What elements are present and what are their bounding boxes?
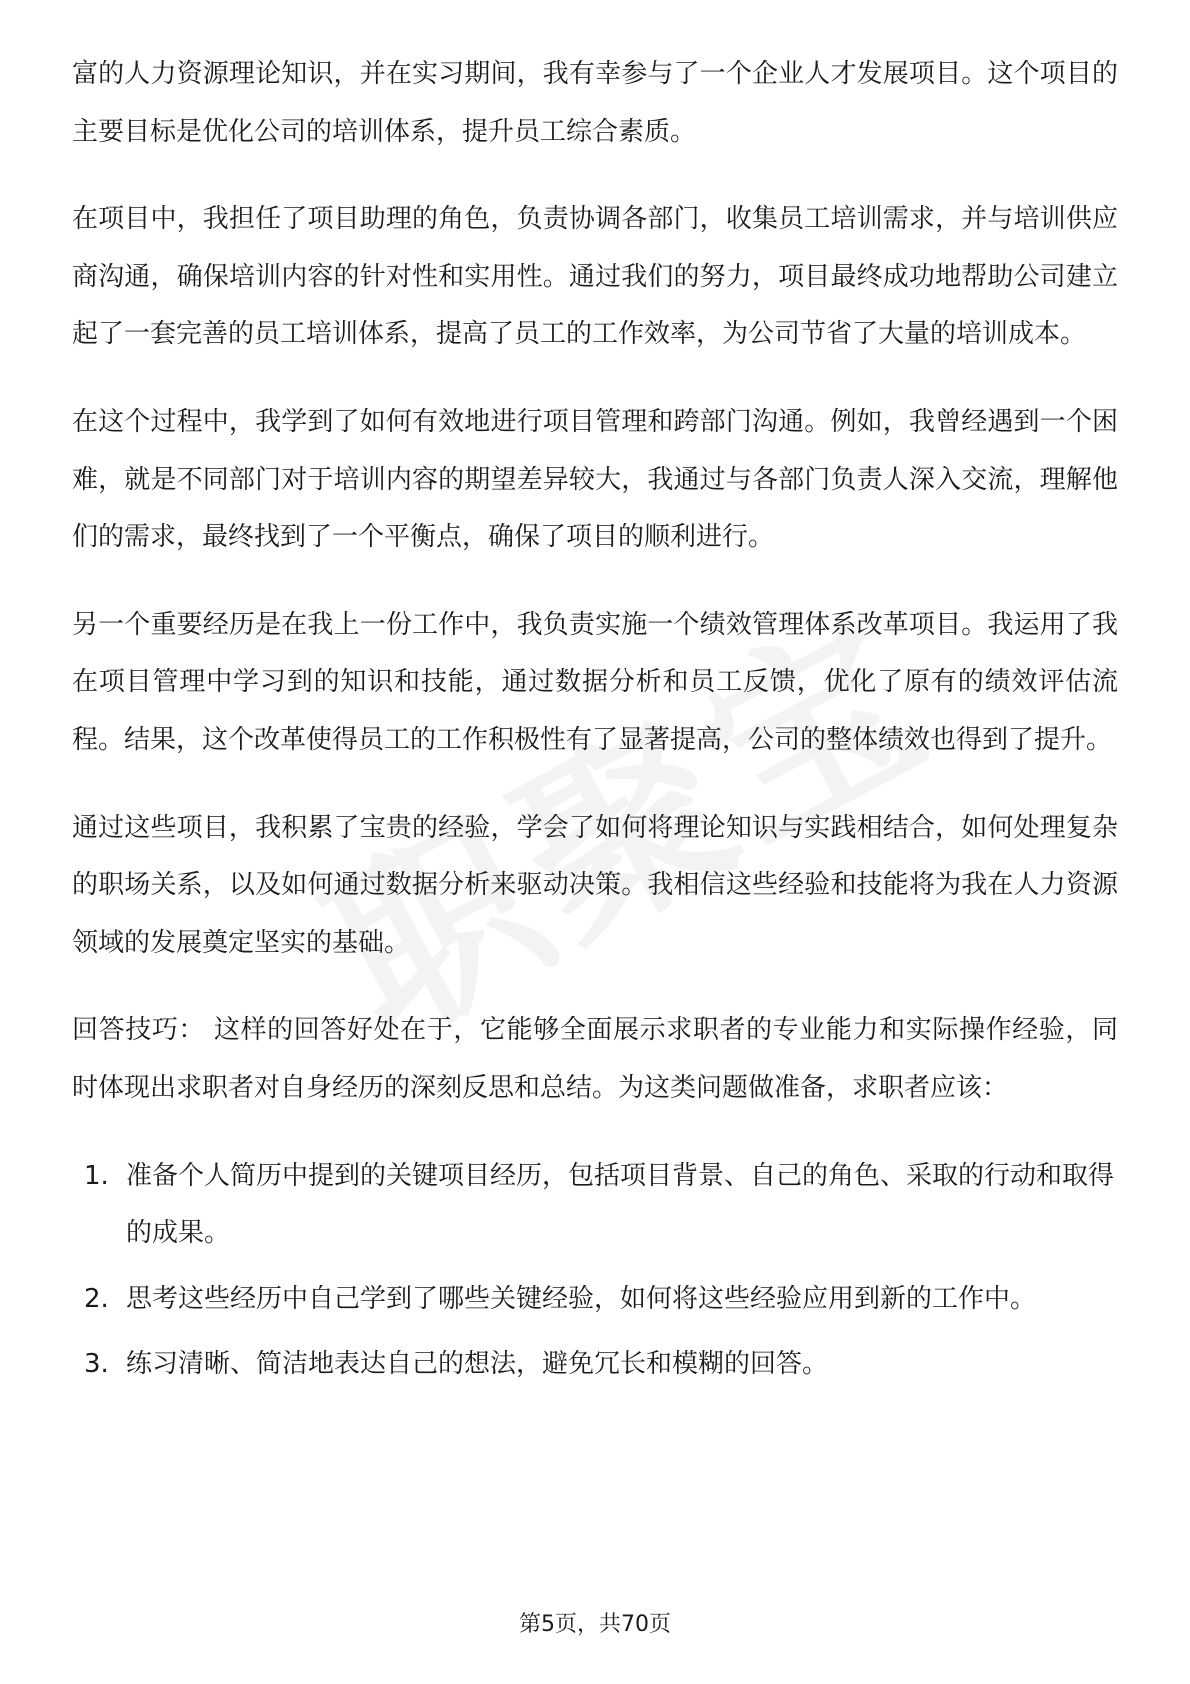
list-item-number: 2.: [84, 1283, 109, 1314]
list-item-text: 准备个人简历中提到的关键项目经历，包括项目背景、自己的角色、采取的行动和取得的成果。: [126, 1160, 1115, 1249]
list-item-number: 3.: [84, 1349, 109, 1380]
list-item: [72, 1336, 1126, 1394]
list-item-number: 1.: [84, 1160, 109, 1191]
tips-list: [72, 1148, 1118, 1394]
list-item-text: 思考这些经历中自己学到了哪些关键经验，如何将这些经验应用到新的工作中。: [126, 1283, 1037, 1314]
list-item-text: 练习清晰、简洁地表达自己的想法，避免冗长和模糊的回答。: [126, 1349, 829, 1380]
paragraph: 富的人力资源理论知识，并在实习期间，我有幸参与了一个企业人才发展项目。这个项目的主要目标是优化公司的培训体系，提升员工综合素质。: [72, 59, 1118, 147]
answer-tips-intro: 回答技巧： 这样的回答好处在于，它能够全面展示求职者的专业能力和实际操作经验，同时体现出求职者对自身经历的深刻反思和总结。为这类问题做准备，求职者应该：: [72, 1015, 1118, 1103]
paragraph: 在这个过程中，我学到了如何有效地进行项目管理和跨部门沟通。例如，我曾经遇到一个困难，就是不同部门对于培训内容的期望差异较大，我通过与各部门负责人深入交流，理解他们的需求，最终找到了一个平衡点，确保了项目的顺利进行。: [72, 406, 1118, 553]
paragraph: 在项目中，我担任了项目助理的角色，负责协调各部门，收集员工培训需求，并与培训供应商沟通，确保培训内容的针对性和实用性。通过我们的努力，项目最终成功地帮助公司建立起了一套完善的员工培训体系，提高了员工的工作效率，为公司节省了大量的培训成本。: [72, 204, 1118, 350]
page-content: [72, 46, 1118, 1402]
list-item: [72, 1271, 1126, 1329]
page-footer: 第5页，共70页: [519, 1612, 671, 1637]
paragraph: 另一个重要经历是在我上一份工作中，我负责实施一个绩效管理体系改革项目。我运用了我在项目管理中学习到的知识和技能，通过数据分析和员工反馈，优化了原有的绩效评估流程。结果，这个改革使得员工的工作积极性有了显著提高，公司的整体绩效也得到了提升。: [72, 609, 1118, 755]
paragraph: 通过这些项目，我积累了宝贵的经验，学会了如何将理论知识与实践相结合，如何处理复杂的职场关系，以及如何通过数据分析来驱动决策。我相信这些经验和技能将为我在人力资源领域的发展奠定坚实的基础。: [72, 812, 1118, 958]
list-item: [72, 1148, 1126, 1263]
